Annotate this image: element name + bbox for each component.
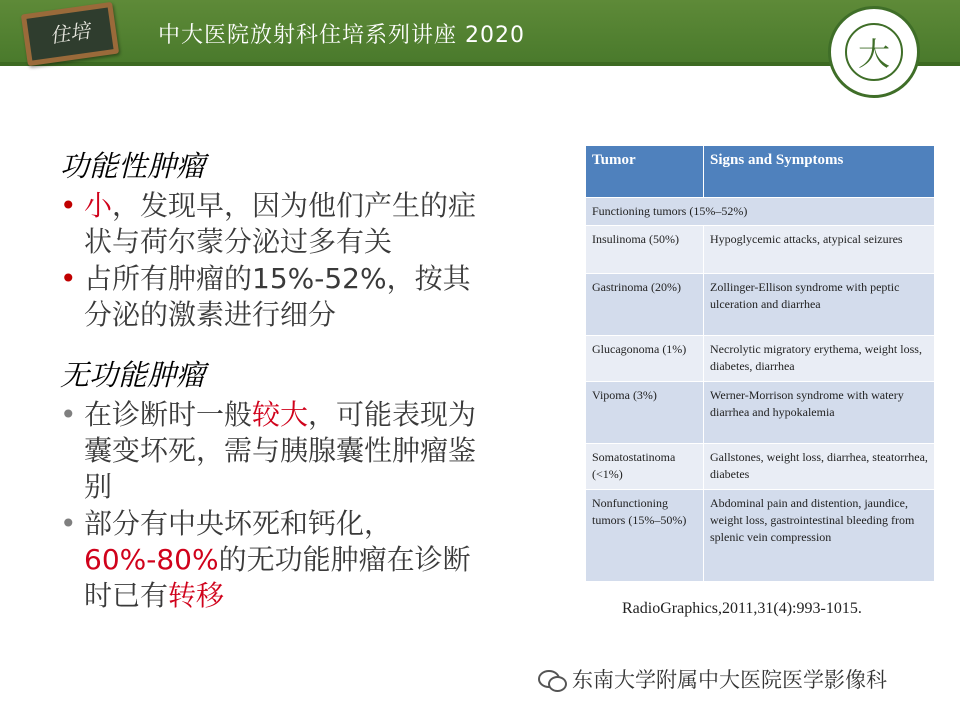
functioning-points <box>60 188 480 333</box>
bullet-icon: • <box>60 262 77 295</box>
highlight-text: 转移 <box>168 579 225 612</box>
cell-tumor: Somatostatinoma (<1%) <box>586 444 704 490</box>
cell-tumor: Vipoma (3%) <box>586 382 704 444</box>
list-item <box>60 188 480 260</box>
left-content <box>60 148 480 615</box>
table-row <box>586 274 935 336</box>
hospital-logo <box>828 6 920 98</box>
highlight-text: 较大 <box>252 398 309 431</box>
point-text: 部分有中央坏死和钙化， <box>84 507 393 540</box>
cell-signs: Zollinger-Ellison syndrome with peptic ulceration and diarrhea <box>704 274 935 336</box>
cell-signs: Abdominal pain and distention, jaundice, weight loss, gastrointestinal bleeding from splenic vein compression <box>704 490 935 582</box>
section-title-functioning: 功能性肿瘤 <box>60 149 206 183</box>
list-item <box>60 506 480 614</box>
table-row <box>586 336 935 382</box>
bullet-icon: • <box>60 189 77 222</box>
bullet-icon: • <box>60 398 77 431</box>
table-row <box>586 444 935 490</box>
cell-tumor: Nonfunctioning tumors (15%–50%) <box>586 490 704 582</box>
header-divider <box>0 62 960 66</box>
table-group-row <box>586 198 935 226</box>
header-tumor: Tumor <box>586 146 704 198</box>
table-row <box>586 382 935 444</box>
highlight-text: 60%-80% <box>84 543 219 576</box>
cell-tumor: Gastrinoma (20%) <box>586 274 704 336</box>
watermark-text: 东南大学附属中大医院医学影像科 <box>572 668 887 692</box>
cell-signs: Werner-Morrison syndrome with watery diarrhea and hypokalemia <box>704 382 935 444</box>
tumor-symptoms-table <box>585 145 935 582</box>
badge-text: 住培 <box>48 18 92 48</box>
table-row <box>586 490 935 582</box>
citation: RadioGraphics,2011,31(4):993-1015. <box>622 600 862 617</box>
cell-signs: Hypoglycemic attacks, atypical seizures <box>704 226 935 274</box>
cell-tumor: Insulinoma (50%) <box>586 226 704 274</box>
point-text: 在诊断时一般 <box>84 398 253 431</box>
list-item <box>60 397 480 505</box>
list-item <box>60 261 480 333</box>
wechat-icon <box>538 668 566 690</box>
table-header-row <box>586 146 935 198</box>
logo-inner-ring <box>845 23 903 81</box>
point-text: ，发现早，因为他们产生的症状与荷尔蒙分泌过多有关 <box>84 189 477 258</box>
bullet-icon: • <box>60 507 77 540</box>
table-row <box>586 226 935 274</box>
header-signs: Signs and Symptoms <box>704 146 935 198</box>
cell-signs: Necrolytic migratory erythema, weight loss, diabetes, diarrhea <box>704 336 935 382</box>
highlight-text: 小 <box>84 189 113 222</box>
logo-mark: 大 <box>857 35 890 73</box>
watermark <box>538 664 887 694</box>
cell-tumor: Glucagonoma (1%) <box>586 336 704 382</box>
point-text: ，可能表现为囊变坏死，需与胰腺囊性肿瘤鉴别 <box>84 398 477 503</box>
section-title-nonfunctioning: 无功能肿瘤 <box>60 358 206 392</box>
cell-signs: Gallstones, weight loss, diarrhea, steatorrhea, diabetes <box>704 444 935 490</box>
point-text: 占所有肿瘤的15%-52%，按其分泌的激素进行细分 <box>84 262 471 331</box>
group-label: Functioning tumors (15%–52%) <box>586 198 935 226</box>
page-title: 中大医院放射科住培系列讲座 2020 <box>158 23 525 48</box>
point-text: 的无功能肿瘤在诊断时已有 <box>84 543 471 612</box>
nonfunctioning-points <box>60 397 480 614</box>
